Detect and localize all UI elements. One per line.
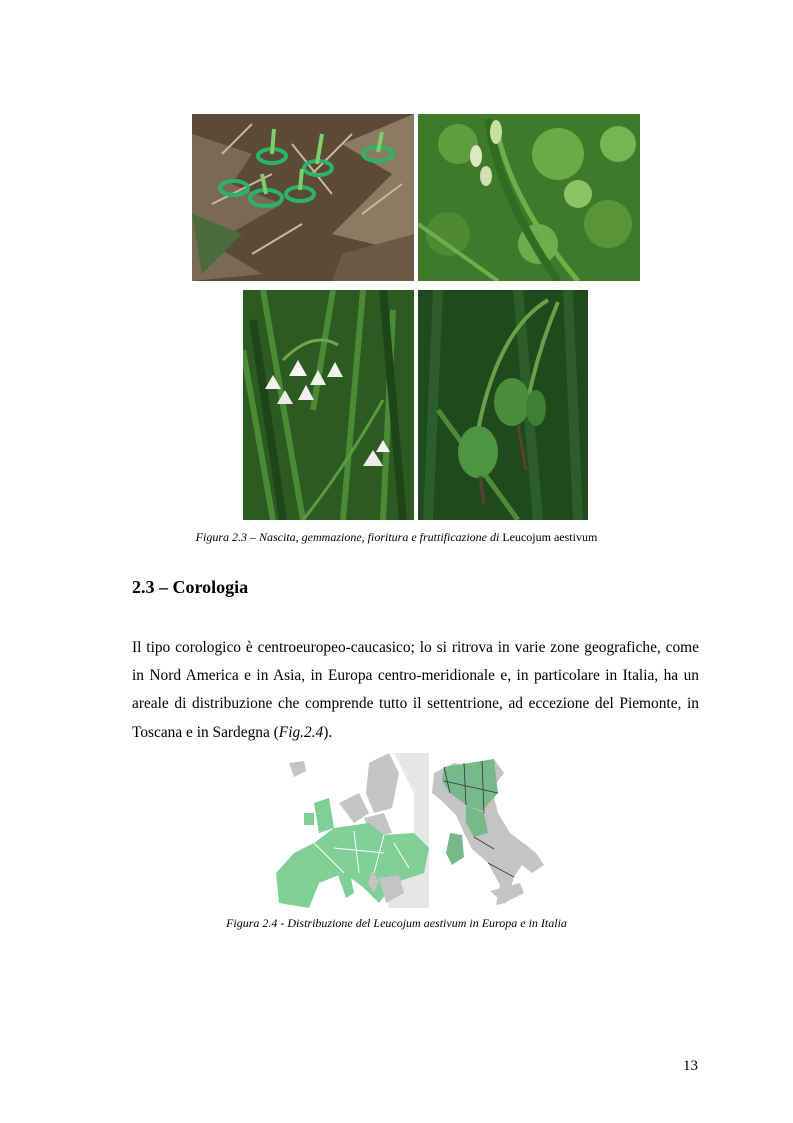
page-number: 13	[683, 1058, 698, 1074]
paragraph-text: Il tipo corologico è centroeuropeo-caucasico; lo si ritrova in varie zone geografiche, come in Nord America e in Asia, in Europa centro-meridionale e, in particolare in Italia, ha un areale di distribuzione che comprende tutto il settentrione, ad eccezione del Piemonte, in Toscana e in Sardegna (	[132, 639, 699, 741]
photo-fruttificazione	[418, 290, 588, 520]
section-paragraph	[132, 634, 699, 747]
figure-2-3-caption	[0, 530, 793, 545]
europe-map	[276, 753, 429, 908]
figure-reference: Fig.2.4	[278, 723, 324, 741]
section-heading: 2.3 – Corologia	[132, 577, 249, 597]
photo-nascita	[192, 114, 414, 281]
species-name: Leucojum aestivum	[502, 530, 598, 544]
distribution-maps	[274, 753, 560, 908]
paragraph-closing: ).	[323, 723, 333, 741]
photo-gemmazione	[418, 114, 640, 281]
figure-2-4-caption: Figura 2.4 - Distribuzione del Leucojum aestivum in Europa e in Italia	[226, 916, 567, 930]
photo-fioritura	[243, 290, 414, 520]
caption-text: Figura 2.3 – Nascita, gemmazione, fioritura e fruttificazione di	[195, 530, 500, 544]
italy-map	[432, 759, 544, 905]
